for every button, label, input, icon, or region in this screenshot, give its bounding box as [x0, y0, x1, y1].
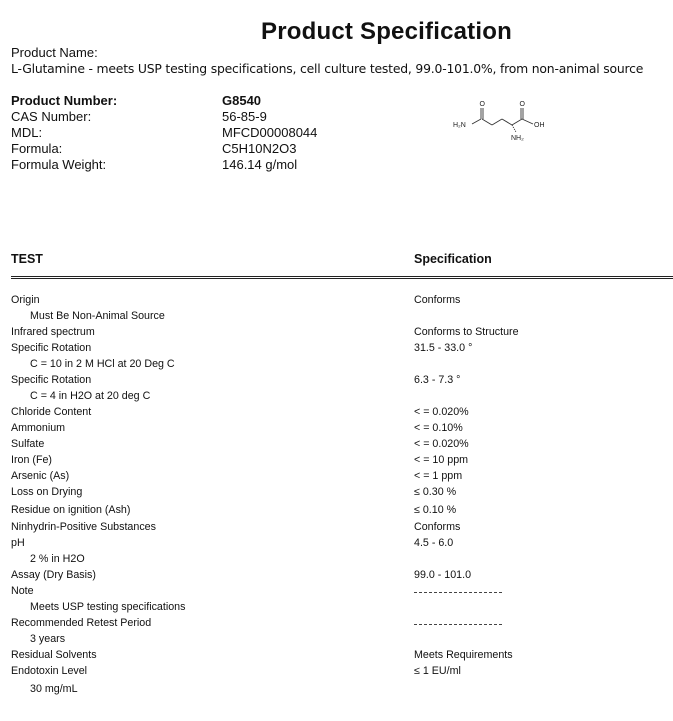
table-row-note: Meets USP testing specifications: [30, 601, 186, 613]
product-name-label: Product Name:: [11, 45, 98, 60]
header-divider: [11, 276, 673, 277]
table-row-test: Ammonium: [11, 422, 66, 434]
test-column-header: TEST: [11, 252, 43, 266]
table-row-test: Residual Solvents: [11, 649, 97, 661]
dashed-line: [414, 592, 502, 593]
info-value: MFCD00008044: [222, 125, 318, 140]
table-row-spec: ≤ 0.10 %: [414, 504, 457, 516]
table-row-spec: < = 0.020%: [414, 438, 469, 450]
table-row-spec: ≤ 1 EU/ml: [414, 665, 461, 677]
table-row-spec: ≤ 0.30 %: [414, 486, 457, 498]
table-row-test: Sulfate: [11, 438, 45, 450]
spec-column-header: Specification: [414, 252, 492, 266]
info-value: 56-85-9: [222, 109, 267, 124]
table-row-note: Must Be Non-Animal Source: [30, 310, 165, 322]
table-row-test: Iron (Fe): [11, 454, 52, 466]
table-row-test: Arsenic (As): [11, 470, 70, 482]
info-value: G8540: [222, 93, 262, 108]
table-row-test: Origin: [11, 294, 40, 306]
oxygen-label-2: O: [519, 101, 525, 108]
table-row-spec: Conforms to Structure: [414, 326, 519, 338]
table-row-spec: 6.3 - 7.3 °: [414, 374, 461, 386]
header-divider-secondary: [11, 278, 673, 279]
info-label: CAS Number:: [11, 109, 92, 124]
table-row-test: Endotoxin Level: [11, 665, 88, 677]
chemical-structure-icon: [452, 96, 556, 146]
table-row-spec: < = 1 ppm: [414, 470, 463, 482]
table-row-test: Assay (Dry Basis): [11, 569, 96, 581]
spec-dashes: [414, 617, 502, 629]
table-row-test: pH: [11, 537, 25, 549]
table-row-spec: < = 10 ppm: [414, 454, 469, 466]
table-row-spec: < = 0.020%: [414, 406, 469, 418]
table-row-test: Specific Rotation: [11, 374, 92, 386]
info-label: Formula Weight:: [11, 157, 107, 172]
table-row-spec: Meets Requirements: [414, 649, 513, 661]
table-row-note: 3 years: [30, 633, 66, 645]
table-row-spec: 99.0 - 101.0: [414, 569, 472, 581]
oxygen-label-1: O: [479, 101, 485, 108]
table-row-test: Specific Rotation: [11, 342, 92, 354]
info-label: MDL:: [11, 125, 43, 140]
table-row-note: C = 4 in H2O at 20 deg C: [30, 390, 151, 402]
info-label: Product Number:: [11, 93, 118, 108]
table-row-test: Chloride Content: [11, 406, 92, 418]
nh2-label: NH₂: [511, 135, 524, 142]
table-row-note: 2 % in H2O: [30, 553, 85, 565]
table-row-spec: Conforms: [414, 521, 461, 533]
table-row-spec: 4.5 - 6.0: [414, 537, 454, 549]
table-row-test: Residue on ignition (Ash): [11, 504, 131, 516]
info-value: 146.14 g/mol: [222, 157, 298, 172]
h2n-label: H₂N: [453, 122, 466, 129]
table-row-test: Infrared spectrum: [11, 326, 95, 338]
table-row-note: C = 10 in 2 M HCl at 20 Deg C: [30, 358, 175, 370]
table-row-test: Recommended Retest Period: [11, 617, 152, 629]
table-row-test: Loss on Drying: [11, 486, 83, 498]
spec-dashes: [414, 585, 502, 597]
product-name-value: L-Glutamine - meets USP testing specifications, cell culture tested, 99.0-101.0%, from non-animal source: [11, 61, 644, 76]
oh-label: OH: [534, 122, 545, 129]
table-row-spec: Conforms: [414, 294, 461, 306]
table-row-test: Note: [11, 585, 34, 597]
table-row-spec: 31.5 - 33.0 °: [414, 342, 473, 354]
table-row-note: 30 mg/mL: [30, 683, 78, 695]
info-label: Formula:: [11, 141, 63, 156]
page-title: Product Specification: [261, 18, 512, 45]
table-row-test: Ninhydrin-Positive Substances: [11, 521, 156, 533]
table-row-spec: < = 0.10%: [414, 422, 463, 434]
info-value: C5H10N2O3: [222, 141, 297, 156]
dashed-line: [414, 624, 502, 625]
